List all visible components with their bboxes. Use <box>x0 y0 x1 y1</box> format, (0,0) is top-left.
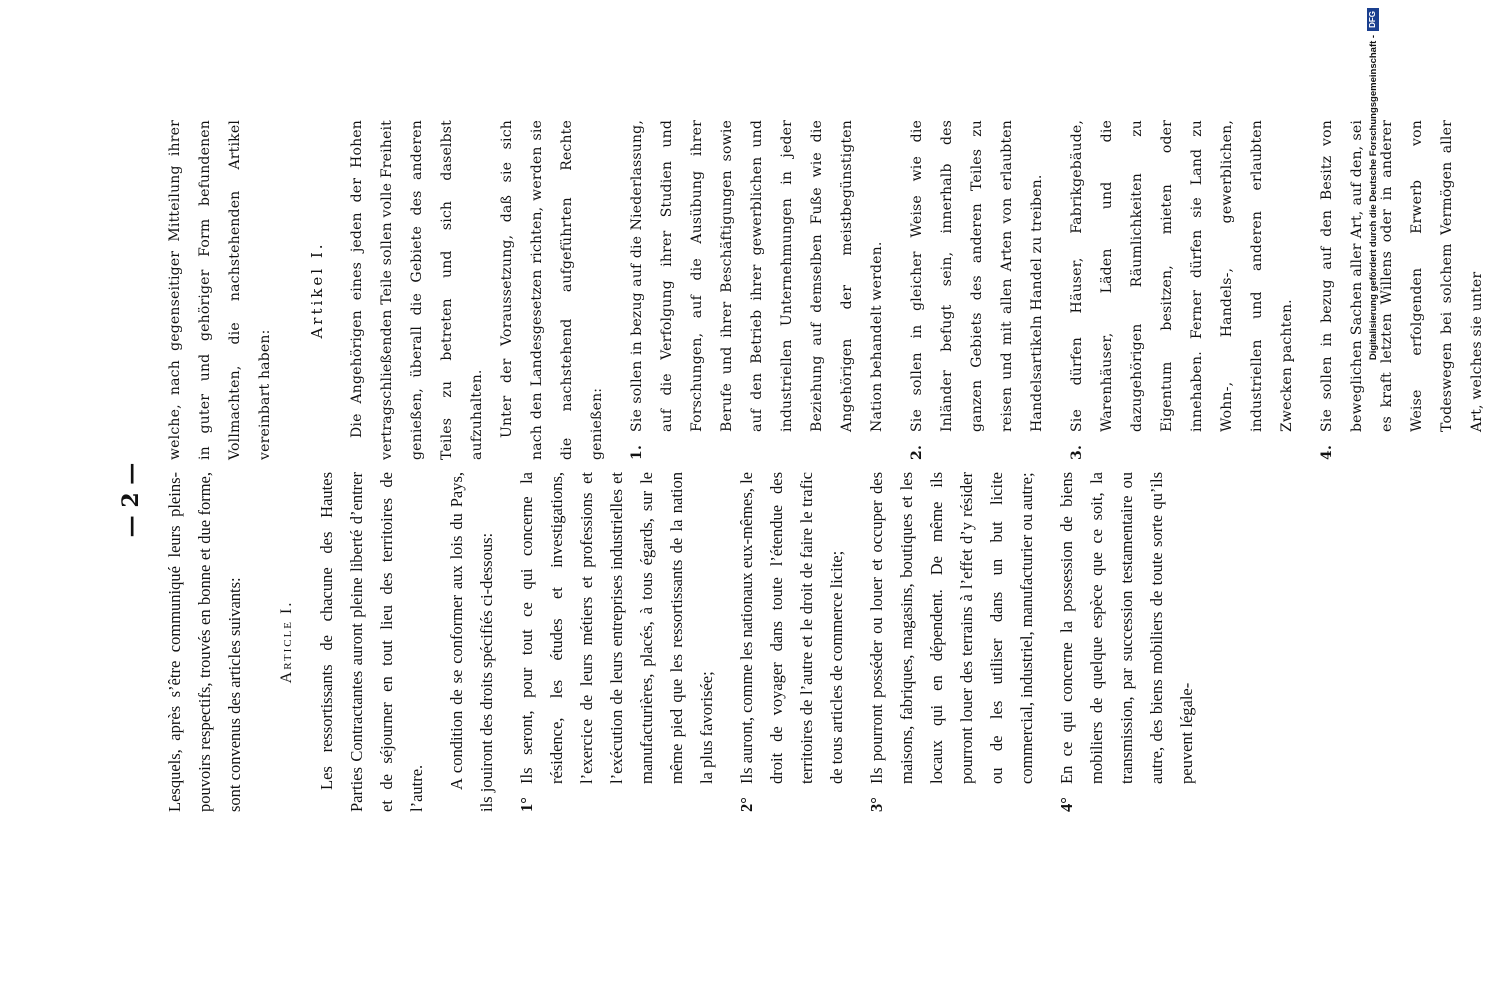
french-item-text: En ce qui concerne la possession de biens mobiliers de quelque espèce que ce soit, la transmission, par succession testamentaire ou autre, des biens mobiliers de toute sorte qu’ils peuvent légale- <box>1057 472 1196 784</box>
german-list-item <box>1062 120 1302 460</box>
german-item-number: 3. <box>1069 444 1085 460</box>
german-column <box>160 120 1492 460</box>
french-item-number: 1° <box>517 797 536 812</box>
german-item-number: 4. <box>1319 444 1335 460</box>
german-item-text: Sie sollen in bezug auf den Besitz von beweglichen Sachen aller Art, auf den, sei es kraft letzten Willens oder in anderer Weise erfolgenden Erwerb von Todeswegen bei solchem Vermögen aller Art, welches sie unter <box>1319 120 1485 432</box>
german-item-number: 1. <box>629 444 645 460</box>
german-item-text: Sie sollen in gleicher Weise wie die Inländer befugt sein, innerhalb des ganzen Gebiets des anderen Teiles zu reisen und mit allen Arten von erlaubten Handelsartikeln Handel zu treiben. <box>909 120 1045 432</box>
german-list-item <box>622 120 892 460</box>
german-intro: welche, nach gegenseitiger Mitteilung ihrer in guter und gehöriger Form befundenen Vollmachten, die nachstehenden Artikel vereinbart haben: <box>167 120 273 460</box>
german-item-text: Sie dürfen Häuser, Fabrikgebäude, Warenhäuser, Läden und die dazugehörigen Räumlichkeiten zu Eigentum besitzen, mieten oder innehaben. Ferner dürfen sie Land zu Wohn-, Handels-, gewerblichen, industriellen und anderen erlaubten Zwecken pachten. <box>1069 120 1295 432</box>
dfg-logo: DFG <box>1367 8 1379 31</box>
french-intro: Lesquels, après s’être communiqué leurs pleins-pouvoirs respectifs, trouvés en bonne et due forme, sont convenus des articles suivants: <box>165 472 244 812</box>
digitization-note <box>1366 8 1380 992</box>
french-item-text: Ils seront, pour tout ce qui concerne la résidence, les études et investigations, l’exercice de leurs métiers et professions et l’exécution de leurs entreprises industrielles et manufacturières, placés, à tous égards, sur le même pied que les ressortissants de la nation la plus favorisée; <box>517 472 716 784</box>
german-list-item <box>1312 120 1492 460</box>
page-number: — 2 — <box>118 462 144 538</box>
french-item-number: 4° <box>1057 797 1076 812</box>
french-column <box>160 472 1202 812</box>
french-item-text: Ils pourront posséder ou louer et occuper des maisons, fabriques, magasins, boutiques et les locaux qui en dépendent. De même ils pourront louer des terrains à l’effet d’y résider ou de les utiliser dans un but licite commercial, industriel, manufacturier ou autre; <box>867 472 1036 784</box>
french-article-heading: Article I. <box>278 600 295 684</box>
french-list-item <box>862 472 1042 812</box>
digitization-note-text: Digitalisierung gefördert durch die Deutsche Forschungsgemeinschaft - <box>1367 34 1379 361</box>
german-article-heading: Artikel I. <box>308 241 326 339</box>
french-list-item <box>1052 472 1202 812</box>
german-list-item <box>902 120 1052 460</box>
german-paragraph: Unter der Voraussetzung, daß sie sich nach den Landesgesetzen richten, werden sie die nachstehend aufgeführten Rechte genießen: <box>499 120 605 460</box>
french-paragraph: A condition de se conformer aux lois du Pays, ils jouiront des droits spécifiés ci-dessous: <box>447 472 496 812</box>
french-item-number: 3° <box>867 797 886 812</box>
french-list-item <box>732 472 852 812</box>
french-list-item <box>512 472 722 812</box>
french-item-number: 2° <box>737 797 756 812</box>
german-item-number: 2. <box>909 444 925 460</box>
german-paragraph: Die Angehörigen eines jeden der Hohen vertragschließenden Teile sollen volle Freiheit genießen, überall die Gebiete des anderen Teiles zu betreten und sich daselbst aufzuhalten. <box>349 120 485 460</box>
french-paragraph: Les ressortissants de chacune des Hautes Parties Contractantes auront pleine liberté d’entrer et de séjourner en tout lieu des territoires de l’autre. <box>317 472 426 812</box>
french-item-text: Ils auront, comme les nationaux eux-mêmes, le droit de voyager dans toute l’étendue des territoires de l’autre et le droit de faire le trafic de tous articles de commerce licite; <box>737 472 846 784</box>
german-item-text: Sie sollen in bezug auf die Niederlassung, auf die Verfolgung ihrer Studien und Forschungen, auf die Ausübung ihrer Berufe und ihrer Beschäftigungen sowie auf den Betrieb ihrer gewerblichen und industriellen Unternehmungen in jeder Beziehung auf demselben Fuße wie die Angehörigen der meistbegünstigten Nation behandelt werden. <box>629 120 885 432</box>
